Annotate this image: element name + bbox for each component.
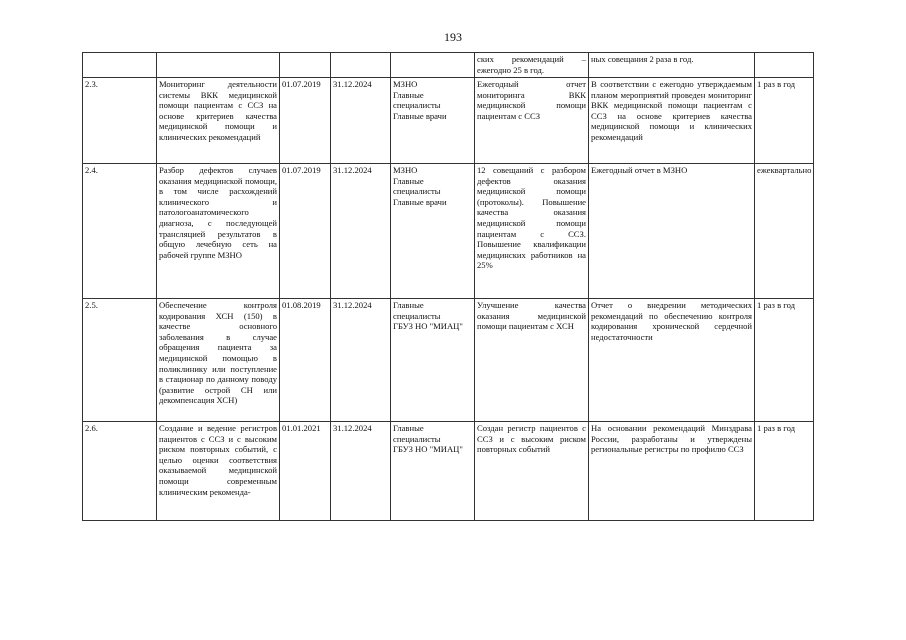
responsible-line: Главные врачи: [393, 110, 447, 121]
end-date: 31.12.2024: [331, 422, 391, 521]
indicator-cell: На основании рекомендаций Минздрава России, разработаны и утверждены региональные регистры по профилю ССЗ: [589, 422, 755, 521]
responsible-line: Главные врачи: [393, 196, 447, 207]
responsible-line: Главные специалисты: [393, 423, 441, 444]
start-date: 01.07.2019: [280, 164, 331, 299]
responsible-cell: [391, 299, 475, 422]
row-number: 2.6.: [83, 422, 157, 521]
responsible-cell: [391, 164, 475, 299]
start-date: 01.08.2019: [280, 299, 331, 422]
indicator-cell: Отчет о внедрении методических рекомендаций по обеспечению контроля кодирования хронической сердечной недостаточности: [589, 299, 755, 422]
indicator-cell: ных совещания 2 раза в год.: [589, 53, 755, 78]
end-date: 31.12.2024: [331, 299, 391, 422]
activity-cell: Разбор дефектов случаев оказания медицинской помощи, в том числе расхождений клинического и патологоанатомического диагноза, с последующей трансляцией результатов в общую лечебную сеть на рабочей группе МЗНО: [157, 164, 280, 299]
responsible-line: Главные специалисты: [393, 300, 441, 321]
end-date: 31.12.2024: [331, 164, 391, 299]
activity-cell: Создание и ведение регистров пациентов с ССЗ и с высоким риском повторных событий, с целью оценки соответствия оказываемой медицинской помощи современным клиническим рекоменда-: [157, 422, 280, 521]
responsible-line: Главные специалисты: [393, 175, 441, 197]
page-number: 193: [444, 30, 462, 44]
start-date: 01.07.2019: [280, 78, 331, 164]
activity-cell: Мониторинг деятельности системы ВКК медицинской помощи пациентам с ССЗ на основе критериев качества медицинской помощи и клинических рекомендаций: [157, 78, 280, 164]
responsible-cell: [391, 78, 475, 164]
table-row: [83, 299, 814, 422]
result-cell: 12 совещаний с разбором дефектов оказания медицинской помощи (протоколы). Повышение качества оказания медицинской помощи пациентам с ССЗ. Повышение квалификации медицинских работников на 25%: [475, 164, 589, 299]
responsible-line: МЗНО: [393, 165, 418, 175]
cell-empty: [157, 53, 280, 78]
frequency-cell: 1 раз в год: [755, 78, 814, 164]
indicator-cell: Ежегодный отчет в МЗНО: [589, 164, 755, 299]
responsible-line: Главные специалисты: [393, 89, 441, 111]
table-row: [83, 78, 814, 164]
responsible-line: ГБУЗ НО "МИАЦ": [393, 321, 463, 332]
cell-empty: [280, 53, 331, 78]
table-row: [83, 53, 814, 78]
frequency-cell: ежеквартально: [755, 164, 814, 299]
activity-cell: Обеспечение контроля кодирования ХСН (150) в качестве основного заболевания в случае обращения пациента за медицинской помощью в поликлинику или поступление в стационар по данному поводу (развитие острой СН или декомпенсация ХСН): [157, 299, 280, 422]
row-number: 2.4.: [83, 164, 157, 299]
result-cell: Создан регистр пациентов с ССЗ и с высоким риском повторных событий: [475, 422, 589, 521]
responsible-line: МЗНО: [393, 79, 418, 89]
row-number: 2.5.: [83, 299, 157, 422]
result-cell: Улучшение качества оказания медицинской помощи пациентам с ХСН: [475, 299, 589, 422]
frequency-cell: 1 раз в год: [755, 299, 814, 422]
indicator-cell: В соответствии с ежегодно утверждаемым планом мероприятий проведен мониторинг ВКК медицинской помощи пациентам с ССЗ на основе критериев качества медицинской помощи и клинических рекомендаций: [589, 78, 755, 164]
row-number: 2.3.: [83, 78, 157, 164]
activity-plan-table: [82, 52, 814, 521]
result-cell: Ежегодный отчет мониторинга ВКК медицинской помощи пациентам с ССЗ: [475, 78, 589, 164]
frequency-cell: 1 раз в год: [755, 422, 814, 521]
result-cell: ских рекомендаций – ежегодно 25 в год.: [475, 53, 589, 78]
cell-empty: [391, 53, 475, 78]
start-date: 01.01.2021: [280, 422, 331, 521]
table-row: [83, 164, 814, 299]
cell-empty: [755, 53, 814, 78]
table-row: [83, 422, 814, 521]
cell-empty: [83, 53, 157, 78]
cell-empty: [331, 53, 391, 78]
responsible-line: ГБУЗ НО "МИАЦ": [393, 444, 463, 455]
end-date: 31.12.2024: [331, 78, 391, 164]
responsible-cell: [391, 422, 475, 521]
